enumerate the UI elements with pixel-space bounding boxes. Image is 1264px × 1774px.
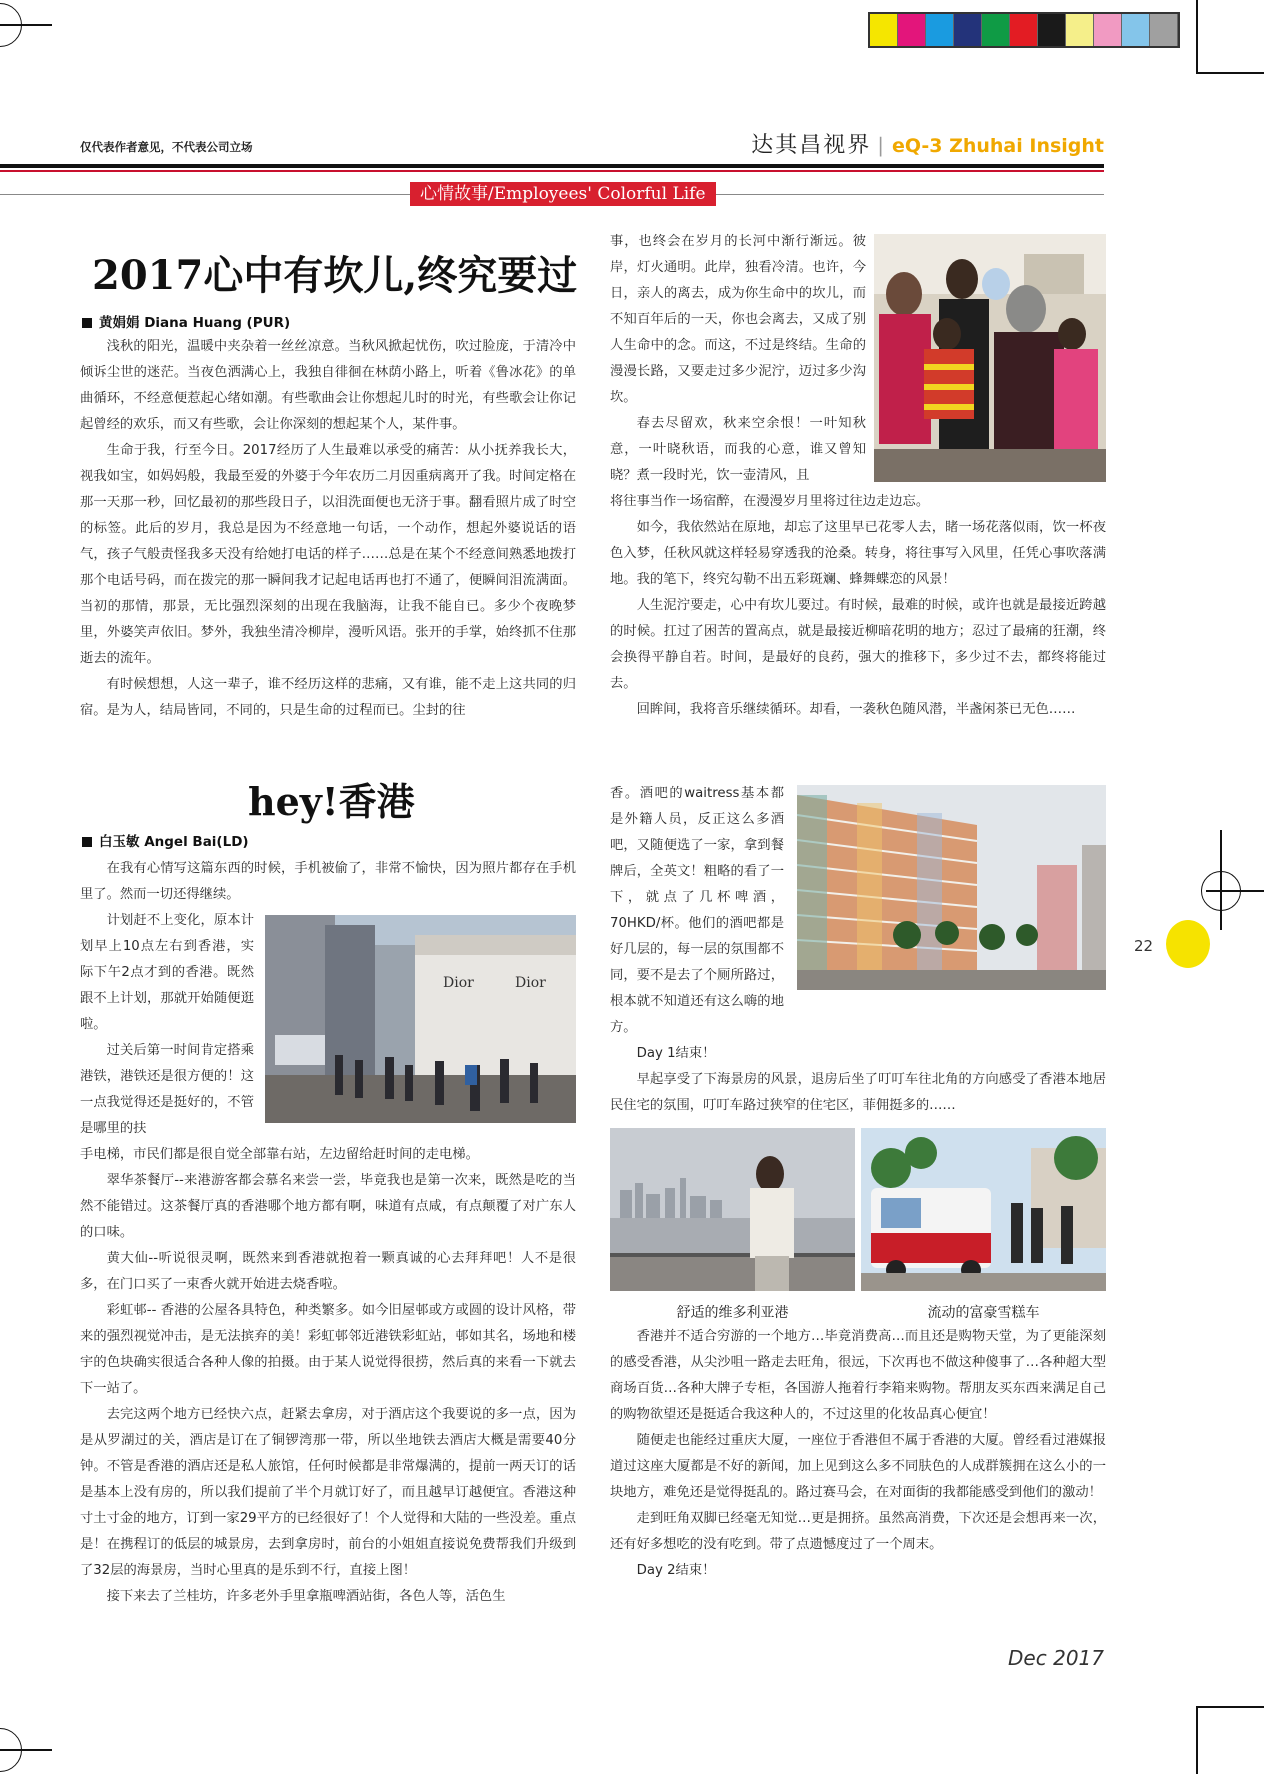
color-swatch [954, 14, 982, 46]
paragraph: 浅秋的阳光，温暖中夹杂着一丝丝凉意。当秋风掀起忧伤，吹过脸庞，于清冷中倾诉尘世的迷茫。当夜色洒满心上，我独自徘徊在林荫小路上，听着《鲁冰花》的单曲循环，不经意便惹起心绪如潮。有些歌曲会让你想起儿时的时光，有些歌会让你记起曾经的欢乐，而又有些歌，会让你深刻的想起某个人，某件事。 [80, 339, 576, 432]
color-swatch [1150, 14, 1178, 46]
article2-title: hey!香港 [248, 779, 415, 824]
article1-right-column-top [610, 229, 866, 489]
section-label: 心情故事/Employees' Colorful Life [410, 182, 716, 206]
article2-intro [80, 856, 576, 908]
paragraph: 黄大仙--听说很灵啊，既然来到香港就抱着一颗真诚的心去拜拜吧！人不是很多，在门口买了一束香火就开始进去烧香啦。 [80, 1251, 576, 1292]
paragraph: 计划赶不上变化，原本计划早上10点左右到香港，实际下午2点才到的香港。既然跟不上计划，那就开始随便逛啦。 [80, 913, 254, 1032]
issue-date: Dec 2017 [1008, 1646, 1104, 1670]
crop-mark [1196, 0, 1198, 72]
paragraph: 将往事当作一场宿醉，在漫漫岁月里将过往边走边忘。 [610, 494, 930, 509]
color-swatch [870, 14, 898, 46]
paragraph: 在我有心情写这篇东西的时候，手机被偷了，非常不愉快，因为照片都存在手机里了。然而一切还得继续。 [80, 861, 576, 902]
page-number: 22 [1134, 937, 1154, 955]
article2-right-column-2 [610, 1324, 1106, 1584]
color-swatch [1122, 14, 1150, 46]
page-tab-dot [1166, 920, 1210, 968]
brand-cn: 达其昌视界 [751, 133, 872, 158]
paragraph: 随便走也能经过重庆大厦，一座位于香港但不属于香港的大厦。曾经看过港媒报道过这座大厦都是不好的新闻，加上见到这么多不同肤色的人成群簇拥在这么小的一块地方，难免还是觉得挺乱的。路过赛马会，在对面街的我都能感受到他们的激动！ [610, 1433, 1106, 1500]
registration-mark [1201, 871, 1241, 911]
registration-mark [0, 1728, 22, 1772]
article1-author [82, 311, 290, 331]
article2-left-column [80, 1142, 576, 1610]
author-name: 黄娟娟 Diana Huang (PUR) [99, 315, 291, 331]
article1-right-column-bottom [610, 489, 1106, 723]
color-swatch [1094, 14, 1122, 46]
paragraph: 回眸间，我将音乐继续循环。却看，一袭秋色随风潜，半盏闲茶已无色…… [636, 702, 1076, 717]
brand-separator: | [877, 133, 886, 157]
dior-street-photo [265, 915, 576, 1123]
header-rule [0, 164, 1104, 168]
paragraph: 走到旺角双脚已经毫无知觉…更是拥挤。虽然高消费，下次还是会想再来一次，还有好多想吃的没有吃到。带了点遗憾度过了一个周末。 [610, 1511, 1106, 1552]
crop-mark [1196, 72, 1264, 74]
paragraph: 有时候想想，人这一辈子，谁不经历这样的悲痛，又有谁，能不走上这共同的归宿。是为人，结局皆同，不同的，只是生命的过程而已。尘封的往 [80, 677, 576, 718]
print-color-bar [868, 12, 1180, 48]
paragraph: 事，也终会在岁月的长河中渐行渐远。彼岸，灯火通明。此岸，独看冷清。也许，今日，亲人的离去，成为你生命中的坎儿，而不知百年后的一天，你也会离去，又成了别人生命中的念。而这，不过是终结。生命的漫漫长路，又要走过多少泥泞，迈过多少沟坎。 [610, 234, 866, 405]
paragraph: 去完这两个地方已经快六点，赶紧去拿房，对于酒店这个我要说的多一点，因为是从罗湖过的关，酒店是订在了铜锣湾那一带，所以坐地铁去酒店大概是需要40分钟。不管是香港的酒店还是私人旅馆，任何时候都是非常爆满的，提前一两天订的话是基本上没有房的，所以我们提前了半个月就订好了，而且越早订越便宜。香港这种寸土寸金的地方，订到一家29平方的已经很好了！个人觉得和大陆的一些没差。重点是！在携程订的低层的城景房，去到拿房时，前台的小姐姐直接说免费帮我们升级到了32层的海景房，当时心里真的是乐到不行，直接上图！ [80, 1407, 576, 1578]
paragraph: 香港并不适合穷游的一个地方…毕竟消费高…而且还是购物天堂，为了更能深刻的感受香港，从尖沙咀一路走去旺角，很远，下次再也不做这种傻事了…各种超大型商场百货…各种大牌子专柜，各国游人拖着行李箱来购物。帮朋友买东西来满足自己的购物欲望还是挺适合我这种人的，不过这里的化妆品真心便宜！ [610, 1329, 1106, 1422]
color-swatch [982, 14, 1010, 46]
article1-title: 2017心中有坎儿,终究要过 [92, 252, 578, 299]
paragraph: 翠华茶餐厅--来港游客都会慕名来尝一尝，毕竟我也是第一次来，既然是吃的当然不能错过。这茶餐厅真的香港哪个地方都有啊，味道有点咸，有点颠覆了对广东人的口味。 [80, 1173, 576, 1240]
ice-cream-truck-photo [861, 1128, 1106, 1291]
article1-left-column [80, 334, 576, 724]
crop-mark [1196, 1706, 1264, 1708]
article2-author [82, 830, 249, 850]
svg-text:Dior: Dior [515, 975, 546, 991]
paragraph: Day 2结束！ [636, 1563, 716, 1578]
paragraph: 彩虹邨-- 香港的公屋各具特色，种类繁多。如今旧屋邨或方或圆的设计风格，带来的强烈视觉冲击，是无法摈弃的美！彩虹邨邻近港铁彩虹站，邨如其名，场地和楼宇的色块确实很适合各种人像的拍摄。由于某人说觉得很捞，然后真的来看一下就去下一站了。 [80, 1303, 576, 1396]
color-swatch [1066, 14, 1094, 46]
crop-mark [1196, 1706, 1198, 1774]
brand-en: eQ-3 Zhuhai Insight [891, 135, 1104, 157]
registration-mark [0, 3, 22, 47]
article2-right-column [610, 1041, 1106, 1119]
family-photo [874, 234, 1106, 482]
article2-right-beside-photo [610, 781, 784, 1041]
disclaimer: 仅代表作者意见，不代表公司立场 [80, 140, 253, 154]
paragraph: 人生泥泞要走，心中有坎儿要过。有时候，最难的时候，或许也就是最接近跨越的时候。扛过了困苦的置高点，就是最接近柳暗花明的地方；忍过了最痛的狂潮，终会换得平静自若。时间，是最好的良药，强大的推移下，多少过不去，都终将能过去。 [610, 598, 1106, 691]
paragraph: 香。酒吧的waitress基本都是外籍人员，反正这么多酒吧，又随便选了一家，拿到餐牌后，全英文！粗略的看了一下，就点了几杯啤酒，70HKD/杯。他们的酒吧都是好几层的，每一层的氛围都不同，要不是去了个厕所路过，根本就不知道还有这么嗨的地方。 [610, 786, 784, 1035]
paragraph: 手电梯，市民们都是很自觉全部靠右站，左边留给赶时间的走电梯。 [80, 1147, 479, 1162]
paragraph: 春去尽留欢，秋来空余恨！一叶知秋意，一叶晓秋语，而我的心意，谁又曾知晓？煮一段时光，饮一壶清风，且 [610, 416, 866, 483]
paragraph: 如今，我依然站在原地，却忘了这里早已花零人去，睹一场花落似雨，饮一杯夜色入梦，任秋风就这样轻易穿透我的沧桑。转身，将往事写入风里，任凭心事吹落满地。我的笔下，终究勾勒不出五彩斑斓、蜂舞蝶恋的风景！ [610, 520, 1106, 587]
bullet-square-icon [82, 318, 92, 328]
color-swatch [1038, 14, 1066, 46]
color-swatch [898, 14, 926, 46]
author-name: 白玉敏 Angel Bai(LD) [99, 834, 249, 850]
article2-beside-photo [80, 908, 254, 1142]
rainbow-estate-photo [797, 785, 1106, 990]
color-swatch [926, 14, 954, 46]
photo-caption-truck: 流动的富豪雪糕车 [927, 1305, 1040, 1321]
svg-text:Dior: Dior [443, 975, 474, 991]
victoria-harbour-photo [610, 1128, 855, 1291]
paragraph: 过关后第一时间肯定搭乘港铁，港铁还是很方便的！这一点我觉得还是挺好的，不管是哪里的扶 [80, 1043, 254, 1136]
paragraph: 早起享受了下海景房的风景，退房后坐了叮叮车往北角的方向感受了香港本地居民住宅的氛围，叮叮车路过狭窄的住宅区，菲佣挺多的…… [610, 1072, 1106, 1113]
bullet-square-icon [82, 837, 92, 847]
paragraph: 生命于我，行至今日。2017经历了人生最难以承受的痛苦：从小抚养我长大，视我如宝，如妈妈般，我最至爱的外婆于今年农历二月因重病离开了我。时间定格在那一天那一秒，回忆最初的那些段日子，以泪洗面便也无济于事。翻看照片成了时空的标签。此后的岁月，我总是因为不经意地一句话，一个动作，想起外婆说话的语气，孩子气般责怪我多天没有给她打电话的样子……总是在某个不经意间熟悉地拨打那个电话号码，而在拨完的那一瞬间我才记起电话再也打不通了，便瞬间泪流满面。当初的那情，那景，无比强烈深刻的出现在我脑海，让我不能自已。多少个夜晚梦里，外婆笑声依旧。梦外，我独坐清冷柳岸，漫听风语。张开的手掌，始终抓不住那逝去的流年。 [80, 443, 576, 666]
photo-caption-harbour: 舒适的维多利亚港 [676, 1305, 789, 1321]
color-swatch [1010, 14, 1038, 46]
header-rule-red [0, 170, 1104, 172]
brand-header [751, 128, 1104, 159]
paragraph: 接下来去了兰桂坊，许多老外手里拿瓶啤酒站街，各色人等，活色生 [106, 1589, 506, 1604]
paragraph: Day 1结束！ [636, 1046, 716, 1061]
